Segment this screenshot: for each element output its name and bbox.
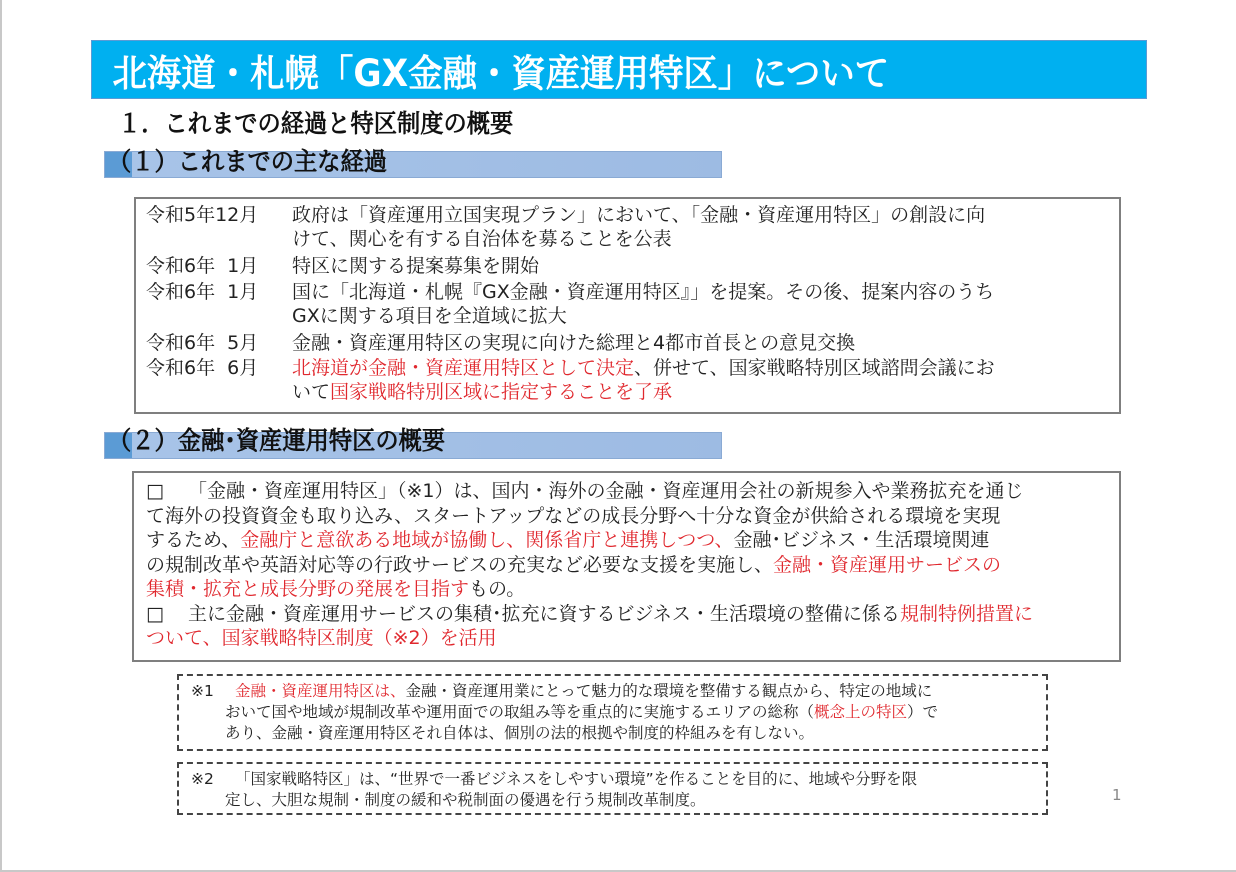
text-line <box>235 769 917 790</box>
timeline-description <box>292 254 1122 278</box>
highlighted-text: 概念上の特区 <box>814 703 908 721</box>
text-line <box>292 203 1122 227</box>
checkbox-square-icon: □ <box>146 602 164 625</box>
body-text: するため、 <box>146 529 241 551</box>
body-text: 金融・資産運用特区の実現に向けた総理と4都市首長との意見交換 <box>292 331 856 354</box>
body-text: 、併せて、国家戦略特別区域諮問会議にお <box>634 357 995 379</box>
footnote-box-1 <box>177 674 1048 751</box>
text-line <box>225 790 917 811</box>
timeline-date: 令和6年 6月 <box>146 357 259 379</box>
text-line <box>188 602 1118 627</box>
body-text: 定し、大胆な規制・制度の緩和や税制面の優遇を行う規制改革制度。 <box>225 791 706 809</box>
text-line <box>146 626 1118 651</box>
timeline-description <box>292 203 1122 251</box>
text-line <box>188 479 1118 504</box>
timeline-date: 令和6年 1月 <box>146 255 259 277</box>
history-timeline-box <box>134 197 1121 414</box>
text-line <box>146 504 1118 529</box>
text-line <box>146 553 1118 578</box>
body-text: ）で <box>907 703 939 721</box>
text-line <box>235 681 938 702</box>
body-text: あり、金融・資産運用特区それ自体は、個別の法的根拠や制度的枠組みを有しない。 <box>225 724 815 742</box>
bullet-text <box>146 479 1118 602</box>
timeline-date: 令和5年12月 <box>146 204 259 226</box>
text-line <box>292 304 1122 328</box>
body-text: おいて国や地域が規制改革や運用面での取組み等を重点的に実施するエリアの総称（ <box>225 703 815 721</box>
body-text: けて、関心を有する自治体を募ることを公表 <box>292 228 672 250</box>
body-text: 「金融・資産運用特区」（※1）は、国内・海外の金融・資産運用会社の新規参入や業務拡充を通じ <box>188 480 1024 502</box>
footnote-text <box>225 681 938 744</box>
body-text: 金融・資産運用業にとって魅力的な環境を整備する観点から、特定の地域に <box>405 682 933 700</box>
timeline-date: 令和6年 1月 <box>146 280 259 303</box>
footnote-text <box>225 769 917 811</box>
subsection-1-heading: （１）これまでの主な経過 <box>108 147 388 176</box>
footnote-mark: ※1 <box>191 682 214 700</box>
text-line <box>292 356 1122 380</box>
highlighted-text: 金融庁と意欲ある地域が協働し、関係省庁と連携しつつ、 <box>240 529 734 551</box>
highlighted-text: 集積・拡充と成長分野の発展を目指す <box>146 578 470 600</box>
highlighted-text: ついて、国家戦略特区制度（※2）を活用 <box>146 627 497 649</box>
text-line <box>292 331 1122 355</box>
page-edge-left <box>0 0 2 872</box>
body-text: いて <box>292 381 331 403</box>
text-line <box>225 702 938 723</box>
body-text: 「国家戦略特区」は、“世界で一番ビジネスをしやすい環境”を作ることを目的に、地域や分野を限 <box>235 770 918 788</box>
body-text: 国に「北海道・札幌『GX金融・資産運用特区』」を提案。その後、提案内容のうち <box>292 280 995 303</box>
timeline-description <box>292 280 1122 328</box>
body-text: 金融･ビジネス・生活環境関連 <box>733 529 990 551</box>
text-line <box>292 227 1122 251</box>
text-line <box>292 280 1122 304</box>
page-title: 北海道・札幌「GX金融・資産運用特区」について <box>112 51 890 95</box>
highlighted-text: 国家戦略特別区域に指定することを了承 <box>330 381 673 403</box>
body-text: 主に金融・資産運用サービスの集積･拡充に資するビジネス・生活環境の整備に係る <box>188 602 900 625</box>
timeline-description <box>292 356 1122 404</box>
body-text: もの。 <box>469 578 526 600</box>
highlighted-text: 金融・資産運用サービスの <box>773 553 1002 576</box>
highlighted-text: 規制特例措置に <box>899 602 1033 625</box>
body-text: の規制改革や英語対応等の行政サービスの充実など必要な支援を実施し、 <box>146 553 774 576</box>
timeline-description <box>292 331 1122 355</box>
footnote-box-2 <box>177 762 1048 815</box>
checkbox-square-icon: □ <box>146 480 164 502</box>
timeline-date: 令和6年 5月 <box>146 331 259 354</box>
body-text: 政府は「資産運用立国実現プラン」において、「金融・資産運用特区」の創設に向 <box>292 204 986 226</box>
text-line <box>146 577 1118 602</box>
text-line <box>225 723 938 744</box>
text-line <box>292 254 1122 278</box>
overview-box <box>132 471 1121 662</box>
body-text: て海外の投資資金も取り込み、スタートアップなどの成長分野へ十分な資金が供給される環境を実現 <box>146 504 1001 527</box>
bullet-text <box>146 602 1118 651</box>
body-text: 特区に関する提案募集を開始 <box>292 255 540 277</box>
footnote-mark: ※2 <box>191 770 214 788</box>
page-number: 1 <box>1112 786 1122 804</box>
text-line <box>146 528 1118 553</box>
title-banner <box>91 40 1147 99</box>
text-line <box>292 380 1122 404</box>
highlighted-text: 金融・資産運用特区は、 <box>235 682 406 700</box>
highlighted-text: 北海道が金融・資産運用特区として決定 <box>292 357 635 379</box>
subsection-2-heading: （２）金融･資産運用特区の概要 <box>108 426 446 455</box>
body-text: GXに関する項目を全道域に拡大 <box>292 304 567 327</box>
section-heading-1: １．これまでの経過と特区制度の概要 <box>118 109 514 138</box>
